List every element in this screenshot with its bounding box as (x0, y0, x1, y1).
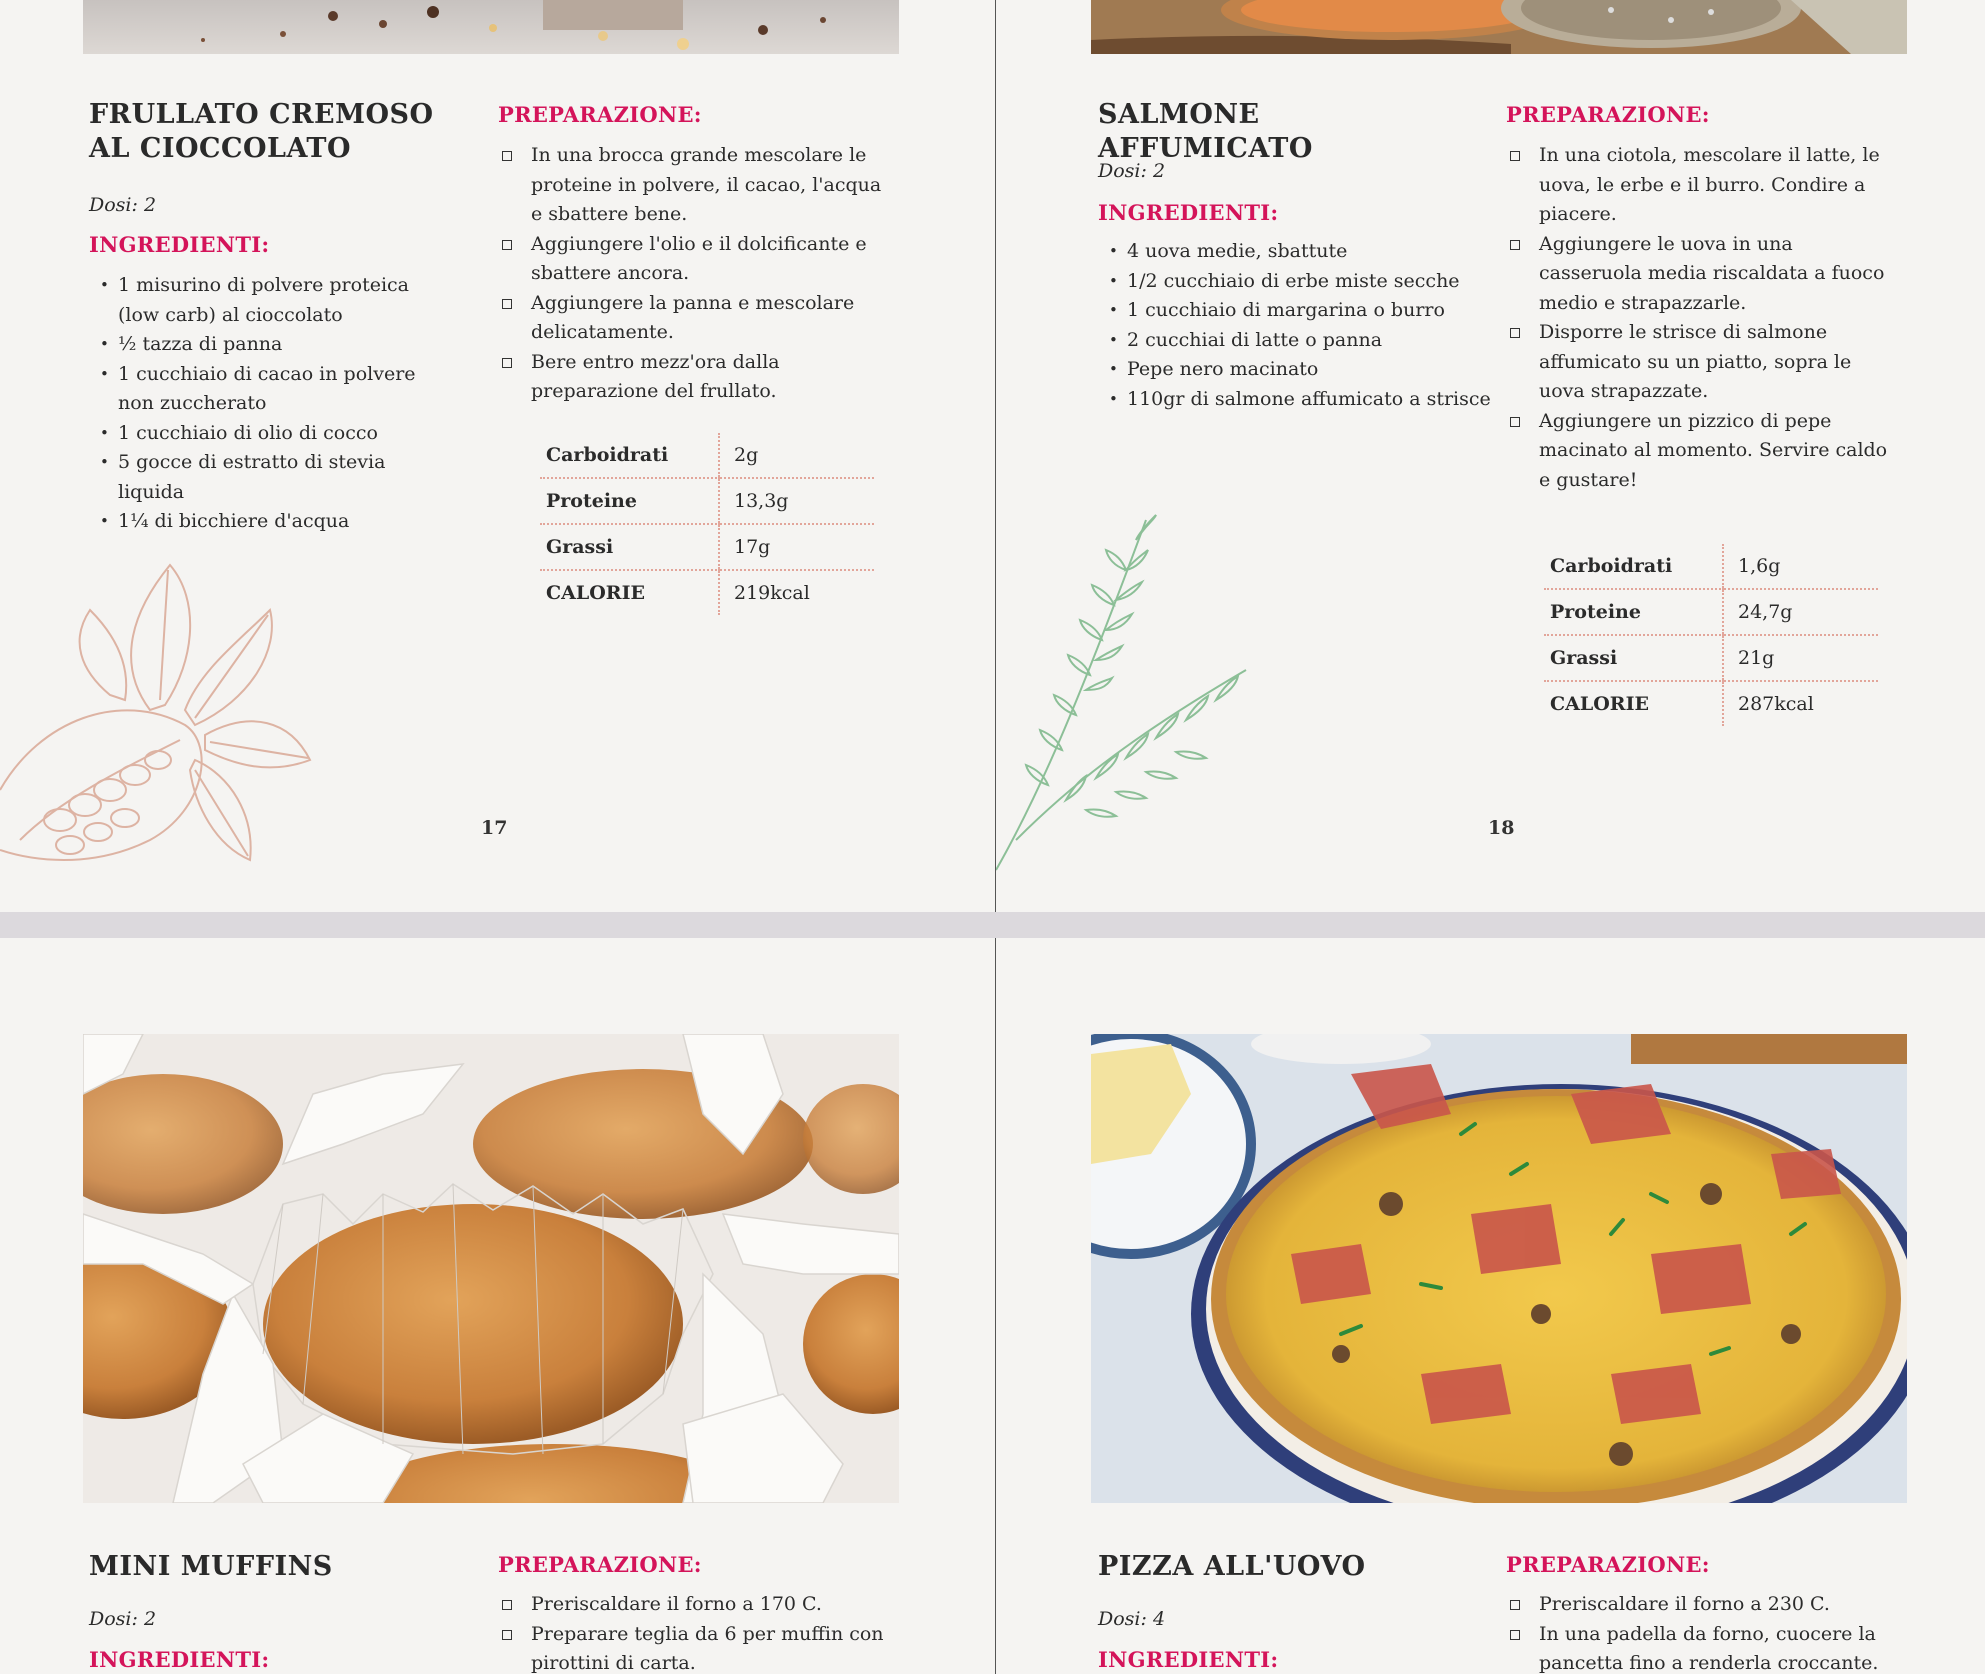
preparation-heading: PREPARAZIONE: (1506, 102, 1710, 127)
nutrient-value: 287kcal (1723, 681, 1878, 726)
herb-sprig-illustration (996, 510, 1256, 880)
list-item: Aggiungere l'olio e il dolcificante e sbattere ancora. (498, 230, 888, 289)
ingredients-heading: INGREDIENTI: (89, 232, 270, 257)
nutrient-value: 21g (1723, 635, 1878, 681)
ingredients-heading: INGREDIENTI: (1098, 200, 1279, 225)
page-19 (0, 938, 995, 1674)
ingredients-heading: INGREDIENTI: (1098, 1647, 1279, 1672)
list-item: Aggiungere le uova in una casseruola media riscaldata a fuoco medio e strapazzarle. (1506, 230, 1896, 319)
nutrient-value: 17g (719, 524, 874, 570)
preparation-heading: PREPARAZIONE: (1506, 1552, 1710, 1577)
list-item: • 1 cucchiaio di cacao in polvere non zuccherato (92, 360, 442, 419)
nutrient-label: CALORIE (546, 582, 645, 604)
page-20 (996, 938, 1985, 1674)
nutrient-value: 24,7g (1723, 589, 1878, 635)
table-row (1544, 544, 1878, 589)
nutrient-label: Grassi (1544, 635, 1723, 681)
table-row (1544, 635, 1878, 681)
list-item: In una padella da forno, cuocere la pancetta fino a renderla croccante. (1506, 1620, 1896, 1674)
nutrient-value: 13,3g (719, 478, 874, 524)
recipe-photo-egg-pizza (1091, 1034, 1907, 1503)
servings: Dosi: 2 (89, 1608, 157, 1630)
nutrient-label: Proteine (540, 478, 719, 524)
nutrient-label: Grassi (540, 524, 719, 570)
recipe-photo-muffins (83, 1034, 899, 1503)
preparation-list (498, 1590, 888, 1674)
page-number: 17 (481, 817, 508, 839)
ingredients-heading: INGREDIENTI: (89, 1647, 270, 1672)
list-item: • 5 gocce di estratto di stevia liquida (92, 448, 442, 507)
list-item: • Pepe nero macinato (1101, 355, 1501, 385)
preparation-list (1506, 1590, 1896, 1674)
recipe-photo-top-crop (1091, 0, 1907, 54)
ingredients-list (92, 271, 442, 537)
list-item: • 110gr di salmone affumicato a strisce (1101, 385, 1501, 415)
servings: Dosi: 4 (1098, 1608, 1166, 1630)
list-item: Preparare teglia da 6 per muffin con pirottini di carta. (498, 1620, 888, 1674)
preparation-list (1506, 141, 1896, 495)
nutrition-table (1544, 544, 1878, 726)
preparation-heading: PREPARAZIONE: (498, 102, 702, 127)
page-number: 18 (1488, 817, 1515, 839)
recipe-title: PIZZA ALL'UOVO (1098, 1551, 1366, 1582)
list-item: Bere entro mezz'ora dalla preparazione del frullato. (498, 348, 888, 407)
nutrient-label: Carboidrati (540, 433, 719, 478)
preparation-heading: PREPARAZIONE: (498, 1552, 702, 1577)
servings: Dosi: 2 (89, 194, 157, 216)
table-row (540, 570, 874, 615)
list-item: • 2 cucchiai di latte o panna (1101, 326, 1501, 356)
recipe-title: FRULLATO CREMOSO AL CIOCCOLATO (89, 99, 434, 164)
list-item: Preriscaldare il forno a 230 C. (1506, 1590, 1896, 1620)
preparation-list (498, 141, 888, 407)
table-row (1544, 681, 1878, 726)
page-18 (996, 0, 1985, 912)
nutrient-label: Proteine (1544, 589, 1723, 635)
table-row (1544, 589, 1878, 635)
table-row (540, 478, 874, 524)
list-item: • 1 cucchiaio di olio di cocco (92, 419, 442, 449)
recipe-title: MINI MUFFINS (89, 1551, 333, 1582)
list-item: • ½ tazza di panna (92, 330, 442, 360)
list-item: In una brocca grande mescolare le proteine in polvere, il cacao, l'acqua e sbattere bene. (498, 141, 888, 230)
list-item: • 1 misurino di polvere proteica (low carb) al cioccolato (92, 271, 442, 330)
servings: Dosi: 2 (1098, 160, 1166, 182)
list-item: Aggiungere un pizzico di pepe macinato al momento. Servire caldo e gustare! (1506, 407, 1896, 496)
nutrient-label: CALORIE (1550, 693, 1649, 715)
table-row (540, 433, 874, 478)
list-item: • 4 uova medie, sbattute (1101, 237, 1501, 267)
nutrition-table (540, 433, 874, 615)
list-item: Disporre le strisce di salmone affumicato su un piatto, sopra le uova strapazzate. (1506, 318, 1896, 407)
ingredients-list (1101, 237, 1501, 414)
cacao-pod-illustration (0, 560, 320, 880)
list-item: • 1 cucchiaio di margarina o burro (1101, 296, 1501, 326)
list-item: Preriscaldare il forno a 170 C. (498, 1590, 888, 1620)
list-item: In una ciotola, mescolare il latte, le uova, le erbe e il burro. Condire a piacere. (1506, 141, 1896, 230)
nutrient-value: 1,6g (1723, 544, 1878, 589)
page-17 (0, 0, 995, 912)
nutrient-value: 2g (719, 433, 874, 478)
nutrient-label: Carboidrati (1544, 544, 1723, 589)
recipe-title: SALMONE AFFUMICATO (1098, 99, 1313, 164)
list-item: • 1/2 cucchiaio di erbe miste secche (1101, 267, 1501, 297)
recipe-photo-top-crop (83, 0, 899, 54)
list-item: Aggiungere la panna e mescolare delicatamente. (498, 289, 888, 348)
list-item: • 1¼ di bicchiere d'acqua (92, 507, 442, 537)
table-row (540, 524, 874, 570)
nutrient-value: 219kcal (719, 570, 874, 615)
